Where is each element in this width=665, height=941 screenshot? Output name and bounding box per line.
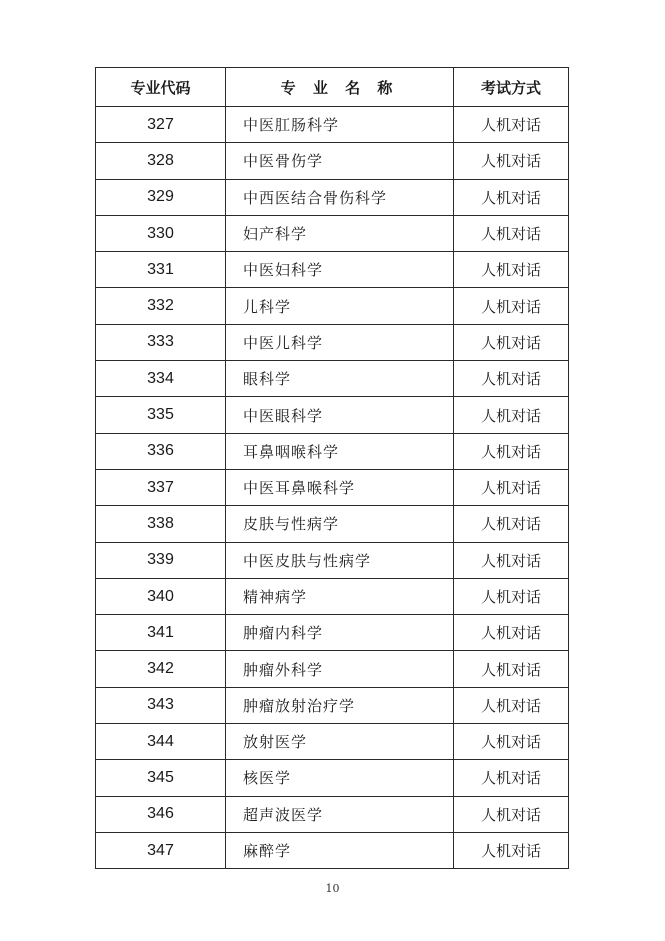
cell-code: 336 <box>96 433 226 469</box>
cell-mode: 人机对话 <box>454 288 569 324</box>
cell-code: 347 <box>96 832 226 868</box>
cell-mode: 人机对话 <box>454 542 569 578</box>
cell-code: 342 <box>96 651 226 687</box>
cell-mode: 人机对话 <box>454 506 569 542</box>
cell-code: 333 <box>96 324 226 360</box>
cell-code: 328 <box>96 143 226 179</box>
header-code: 专业代码 <box>96 68 226 107</box>
cell-mode: 人机对话 <box>454 578 569 614</box>
table-row <box>96 615 569 651</box>
cell-name: 中西医结合骨伤科学 <box>226 179 454 215</box>
cell-code: 334 <box>96 361 226 397</box>
cell-mode: 人机对话 <box>454 143 569 179</box>
cell-mode: 人机对话 <box>454 651 569 687</box>
cell-code: 338 <box>96 506 226 542</box>
page-number: 10 <box>325 882 340 895</box>
cell-name: 妇产科学 <box>226 215 454 251</box>
cell-code: 341 <box>96 615 226 651</box>
table-row <box>96 687 569 723</box>
table-row <box>96 433 569 469</box>
cell-name: 皮肤与性病学 <box>226 506 454 542</box>
cell-mode: 人机对话 <box>454 361 569 397</box>
table-row <box>96 796 569 832</box>
cell-name: 精神病学 <box>226 578 454 614</box>
table-row <box>96 179 569 215</box>
cell-name: 中医妇科学 <box>226 252 454 288</box>
cell-name: 中医耳鼻喉科学 <box>226 469 454 505</box>
cell-code: 331 <box>96 252 226 288</box>
header-name: 专 业 名 称 <box>226 68 454 107</box>
table-row <box>96 324 569 360</box>
table-header-row <box>96 68 569 107</box>
table-row <box>96 832 569 868</box>
cell-mode: 人机对话 <box>454 252 569 288</box>
table-row <box>96 469 569 505</box>
cell-code: 335 <box>96 397 226 433</box>
cell-name: 肿瘤放射治疗学 <box>226 687 454 723</box>
cell-name: 肿瘤外科学 <box>226 651 454 687</box>
cell-mode: 人机对话 <box>454 760 569 796</box>
cell-name: 核医学 <box>226 760 454 796</box>
table-row <box>96 215 569 251</box>
cell-code: 332 <box>96 288 226 324</box>
cell-name: 儿科学 <box>226 288 454 324</box>
table-row <box>96 578 569 614</box>
table-row <box>96 107 569 143</box>
cell-code: 327 <box>96 107 226 143</box>
table-row <box>96 252 569 288</box>
cell-name: 中医肛肠科学 <box>226 107 454 143</box>
specialty-table <box>95 67 569 869</box>
table-body <box>96 107 569 869</box>
cell-name: 超声波医学 <box>226 796 454 832</box>
table-row <box>96 143 569 179</box>
cell-name: 中医皮肤与性病学 <box>226 542 454 578</box>
cell-code: 340 <box>96 578 226 614</box>
cell-code: 345 <box>96 760 226 796</box>
cell-mode: 人机对话 <box>454 469 569 505</box>
table-row <box>96 651 569 687</box>
cell-name: 肿瘤内科学 <box>226 615 454 651</box>
cell-mode: 人机对话 <box>454 397 569 433</box>
cell-mode: 人机对话 <box>454 724 569 760</box>
table-row <box>96 397 569 433</box>
cell-name: 麻醉学 <box>226 832 454 868</box>
header-mode: 考试方式 <box>454 68 569 107</box>
cell-code: 337 <box>96 469 226 505</box>
cell-name: 中医骨伤学 <box>226 143 454 179</box>
cell-name: 放射医学 <box>226 724 454 760</box>
table-row <box>96 760 569 796</box>
cell-mode: 人机对话 <box>454 433 569 469</box>
table-row <box>96 288 569 324</box>
specialty-table-container <box>95 67 568 869</box>
cell-name: 中医眼科学 <box>226 397 454 433</box>
cell-name: 耳鼻咽喉科学 <box>226 433 454 469</box>
cell-mode: 人机对话 <box>454 615 569 651</box>
cell-name: 眼科学 <box>226 361 454 397</box>
cell-name: 中医儿科学 <box>226 324 454 360</box>
cell-mode: 人机对话 <box>454 832 569 868</box>
table-row <box>96 542 569 578</box>
cell-mode: 人机对话 <box>454 107 569 143</box>
table-row <box>96 361 569 397</box>
table-row <box>96 506 569 542</box>
cell-code: 343 <box>96 687 226 723</box>
cell-code: 330 <box>96 215 226 251</box>
table-row <box>96 724 569 760</box>
cell-mode: 人机对话 <box>454 796 569 832</box>
cell-mode: 人机对话 <box>454 687 569 723</box>
cell-mode: 人机对话 <box>454 324 569 360</box>
cell-mode: 人机对话 <box>454 215 569 251</box>
cell-code: 339 <box>96 542 226 578</box>
cell-code: 344 <box>96 724 226 760</box>
cell-mode: 人机对话 <box>454 179 569 215</box>
cell-code: 346 <box>96 796 226 832</box>
cell-code: 329 <box>96 179 226 215</box>
